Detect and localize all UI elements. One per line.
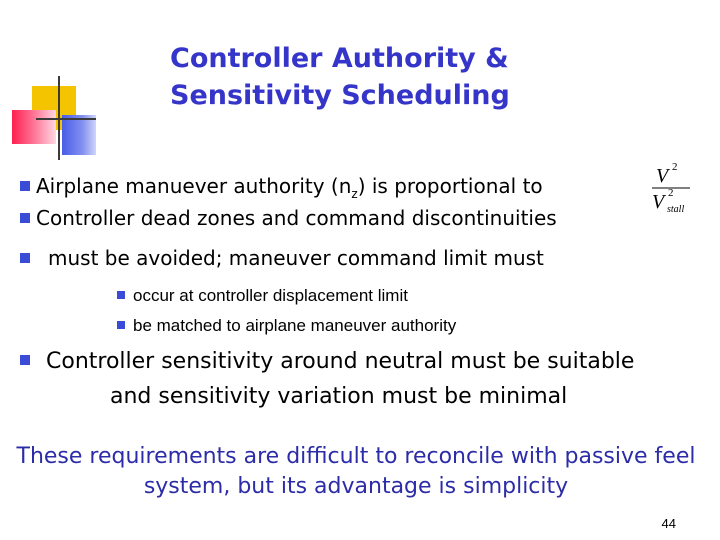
logo-horizontal-line <box>36 118 96 120</box>
sub-bullet-displacement <box>117 285 408 307</box>
formula-denominator-subscript: stall <box>667 204 685 215</box>
formula-numerator-exponent: 2 <box>672 161 678 173</box>
footer-line-2: system, but its advantage is simplicity <box>143 474 569 499</box>
title-line-1: Controller Authority & <box>170 43 509 74</box>
bullet-square-icon <box>20 253 30 263</box>
sub-bullet-square-icon <box>117 321 125 329</box>
logo-red-square <box>12 110 56 144</box>
sub-bullet-matched <box>117 315 456 337</box>
bullet-sensitivity-continued: and sensitivity variation must be minimal <box>110 384 568 409</box>
bullet-sensitivity <box>20 346 634 378</box>
bullet-subscript: z <box>351 187 358 201</box>
footer-line-1: These requirements are difficult to reconcile with passive feel <box>16 444 696 469</box>
velocity-ratio-formula <box>650 156 700 216</box>
logo-blue-square <box>62 115 96 155</box>
slide-title <box>170 40 590 114</box>
bullet-dead-zones <box>20 206 557 230</box>
page-number: 44 <box>661 516 676 531</box>
sub-bullet-text: occur at controller displacement limit <box>133 286 408 305</box>
sub-bullet-text: be matched to airplane maneuver authority <box>133 316 457 335</box>
bullet-text: must be avoided; maneuver command limit must <box>48 246 544 270</box>
title-line-2: Sensitivity Scheduling <box>170 80 510 111</box>
bullet-authority <box>20 174 543 206</box>
formula-numerator: V <box>656 165 669 187</box>
formula-denominator: V <box>652 191 665 213</box>
bullet-text-after: ) is proportional to <box>357 174 543 198</box>
bullet-avoided <box>20 246 544 270</box>
bullet-text: Controller sensitivity around neutral must be suitable <box>46 349 635 374</box>
formula-denominator-exponent: 2 <box>668 187 674 199</box>
bullet-square-icon <box>20 181 30 191</box>
bullet-text: Airplane manuever authority (n <box>36 174 352 198</box>
bullet-square-icon <box>20 355 30 365</box>
bullet-square-icon <box>20 213 30 223</box>
footer-note <box>0 442 712 502</box>
sub-bullet-square-icon <box>117 291 125 299</box>
bullet-text: Controller dead zones and command discontinuities <box>36 206 557 230</box>
